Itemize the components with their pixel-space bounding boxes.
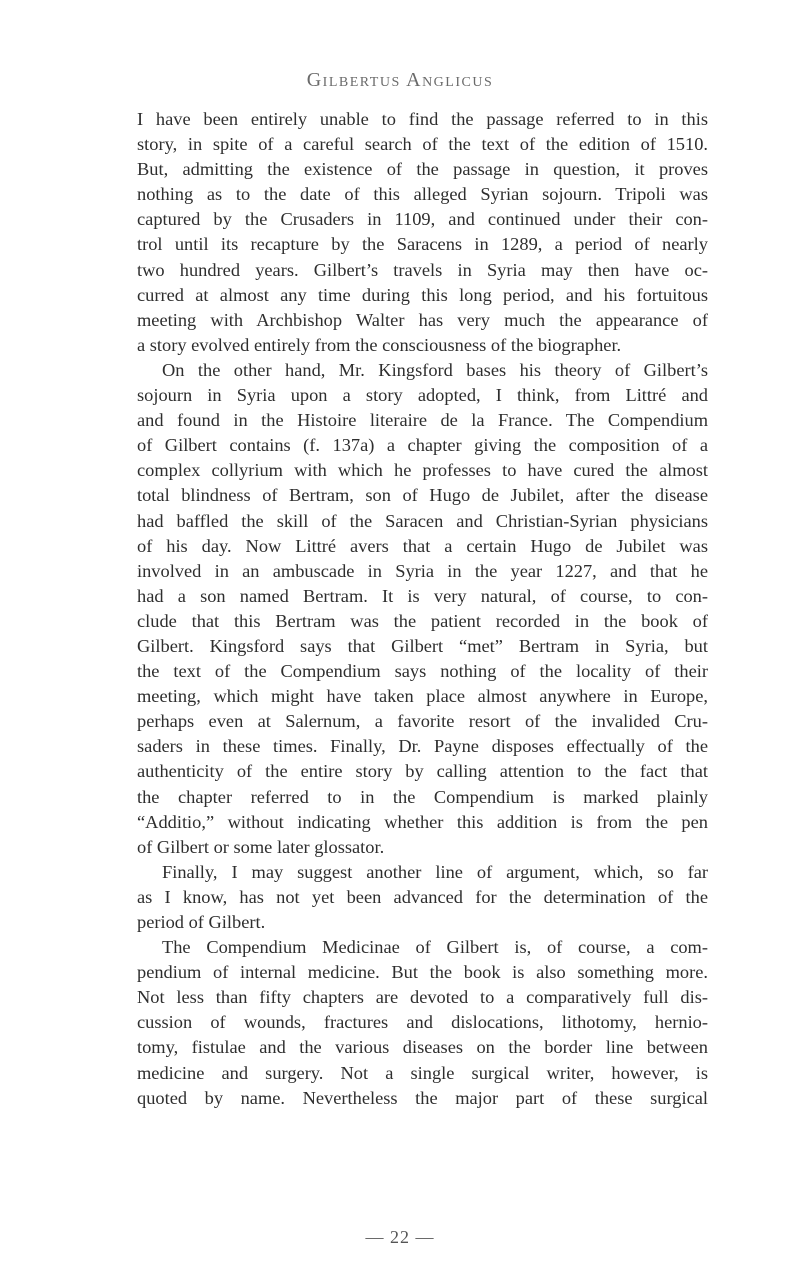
text-line: Not less than fifty chapters are devoted to a comparatively full dis-: [137, 987, 708, 1008]
text-line: saders in these times. Finally, Dr. Payne disposes effectually of the: [137, 736, 708, 757]
text-line: I have been entirely unable to find the passage referred to in this: [137, 109, 708, 129]
text-line: two hundred years. Gilbert’s travels in Syria may then have oc-: [137, 259, 708, 280]
text-line: a story evolved entirely from the consciousness of the biographer.: [137, 334, 622, 355]
text-line: captured by the Crusaders in 1109, and continued under their con-: [137, 209, 708, 230]
running-title: Gilbertus Anglicus: [306, 69, 494, 91]
text-line: as I know, has not yet been advanced for the determination of the: [137, 886, 708, 907]
text-line: the text of the Compendium says nothing of the locality of their: [137, 661, 708, 682]
text-line: On the other hand, Mr. Kingsford bases his theory of Gilbert’s: [162, 359, 708, 380]
text-line: story, in spite of a careful search of the text of the edition of 1510.: [137, 134, 708, 155]
text-line: the chapter referred to in the Compendium is marked plainly: [137, 786, 708, 807]
text-line: authenticity of the entire story by calling attention to the fact that: [137, 761, 708, 782]
body-text: [137, 107, 708, 1111]
paragraph-1: [137, 107, 708, 358]
text-line: and found in the Histoire literaire de la France. The Compendium: [137, 410, 708, 431]
text-line: But, admitting the existence of the passage in question, it proves: [137, 159, 708, 180]
paragraph-4: [137, 935, 708, 1111]
text-line: quoted by name. Nevertheless the major part of these surgical: [137, 1087, 708, 1108]
page-number: — 22 —: [365, 1227, 435, 1247]
text-line: The Compendium Medicinae of Gilbert is, of course, a com-: [162, 937, 708, 958]
text-line: curred at almost any time during this long period, and his fortuitous: [137, 284, 708, 305]
text-line: of Gilbert or some later glossator.: [137, 836, 385, 857]
text-line: meeting, which might have taken place almost anywhere in Europe,: [137, 686, 708, 707]
text-line: medicine and surgery. Not a single surgical writer, however, is: [137, 1062, 708, 1083]
text-line: had baffled the skill of the Saracen and Christian-Syrian physicians: [137, 510, 708, 531]
text-line: Finally, I may suggest another line of argument, which, so far: [162, 861, 708, 882]
text-line: nothing as to the date of this alleged Syrian sojourn. Tripoli was: [137, 184, 708, 205]
text-line: pendium of internal medicine. But the book is also something more.: [137, 962, 708, 983]
text-line: “Additio,” without indicating whether this addition is from the pen: [137, 811, 708, 832]
text-line: meeting with Archbishop Walter has very much the appearance of: [137, 309, 708, 330]
text-line: total blindness of Bertram, son of Hugo de Jubilet, after the disease: [137, 485, 708, 506]
text-line: period of Gilbert.: [137, 912, 266, 932]
text-line: trol until its recapture by the Saracens in 1289, a period of nearly: [137, 234, 708, 255]
text-line: involved in an ambuscade in Syria in the year 1227, and that he: [137, 560, 708, 581]
text-line: had a son named Bertram. It is very natural, of course, to con-: [137, 585, 708, 606]
text-line: Gilbert. Kingsford says that Gilbert “met” Bertram in Syria, but: [137, 635, 708, 656]
text-line: perhaps even at Salernum, a favorite resort of the invalided Cru-: [137, 711, 708, 732]
paragraph-3: [137, 860, 708, 935]
text-line: of Gilbert contains (f. 137a) a chapter giving the composition of a: [137, 435, 708, 456]
paragraph-2: [137, 358, 708, 860]
text-line: tomy, fistulae and the various diseases on the border line between: [137, 1037, 708, 1058]
text-line: clude that this Bertram was the patient recorded in the book of: [137, 610, 708, 631]
text-line: sojourn in Syria upon a story adopted, I think, from Littré and: [137, 385, 708, 406]
text-line: cussion of wounds, fractures and dislocations, lithotomy, hernio-: [137, 1012, 708, 1033]
text-line: of his day. Now Littré avers that a certain Hugo de Jubilet was: [137, 535, 708, 556]
text-line: complex collyrium with which he professes to have cured the almost: [137, 460, 708, 481]
